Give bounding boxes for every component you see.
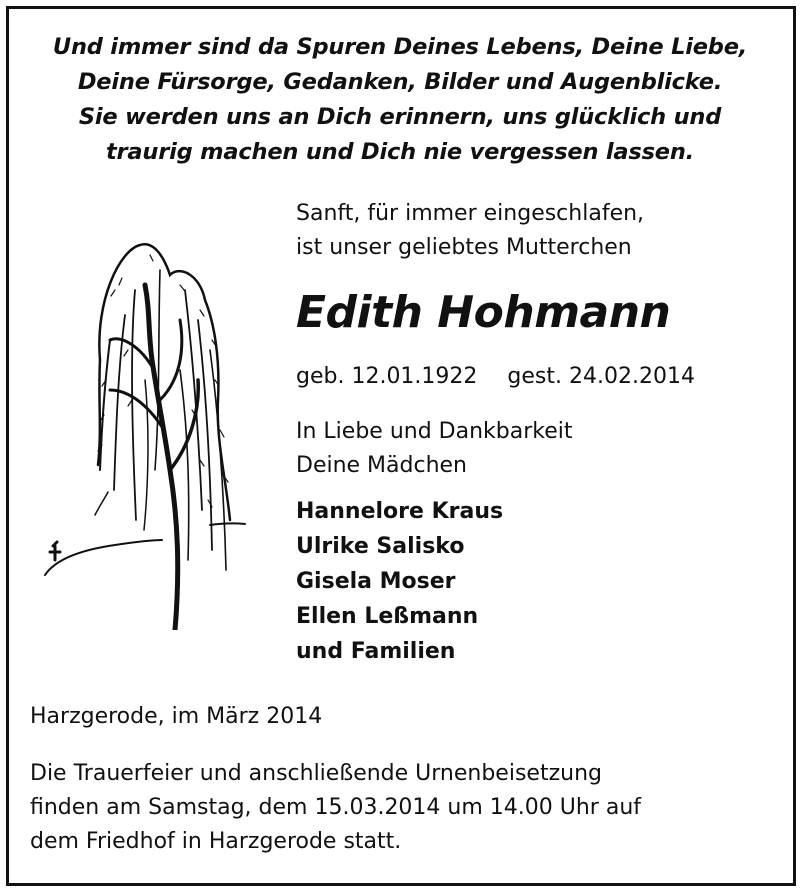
mourner-name: Gisela Moser	[296, 569, 456, 594]
quote-line: traurig machen und Dich nie vergessen lassen.	[105, 139, 695, 165]
weeping-willow-icon	[40, 230, 255, 630]
intro-line: ist unser geliebtes Mutterchen	[296, 235, 632, 260]
ceremony-info	[30, 757, 641, 859]
quote-line: Und immer sind da Spuren Deines Lebens, Deine Liebe,	[52, 34, 748, 60]
birth-date: geb. 12.01.1922	[296, 364, 478, 389]
mourners-list	[296, 494, 503, 669]
mourners-intro-line: Deine Mädchen	[296, 453, 468, 478]
life-dates	[296, 360, 695, 394]
ceremony-line: Die Trauerfeier und anschließende Urnenbeisetzung	[30, 761, 602, 786]
place-date: Harzgerode, im März 2014	[30, 704, 323, 729]
mourner-name: Ulrike Salisko	[296, 534, 465, 559]
mourners-intro	[296, 415, 573, 483]
ceremony-line: finden am Samstag, dem 15.03.2014 um 14.00 Uhr auf	[30, 795, 642, 820]
announcement-intro	[296, 197, 644, 265]
mourners-intro-line: In Liebe und Dankbarkeit	[296, 419, 573, 444]
memorial-quote	[0, 30, 800, 170]
death-date: gest. 24.02.2014	[507, 364, 695, 389]
intro-line: Sanft, für immer eingeschlafen,	[296, 201, 645, 226]
deceased-name: Edith Hohmann	[296, 287, 671, 338]
ceremony-line: dem Friedhof in Harzgerode statt.	[30, 829, 402, 854]
quote-line: Deine Fürsorge, Gedanken, Bilder und Augenblicke.	[77, 69, 723, 95]
quote-line: Sie werden uns an Dich erinnern, uns glücklich und	[78, 104, 722, 130]
mourner-name: und Familien	[296, 639, 456, 664]
mourner-name: Ellen Leßmann	[296, 604, 479, 629]
mourner-name: Hannelore Kraus	[296, 499, 504, 524]
